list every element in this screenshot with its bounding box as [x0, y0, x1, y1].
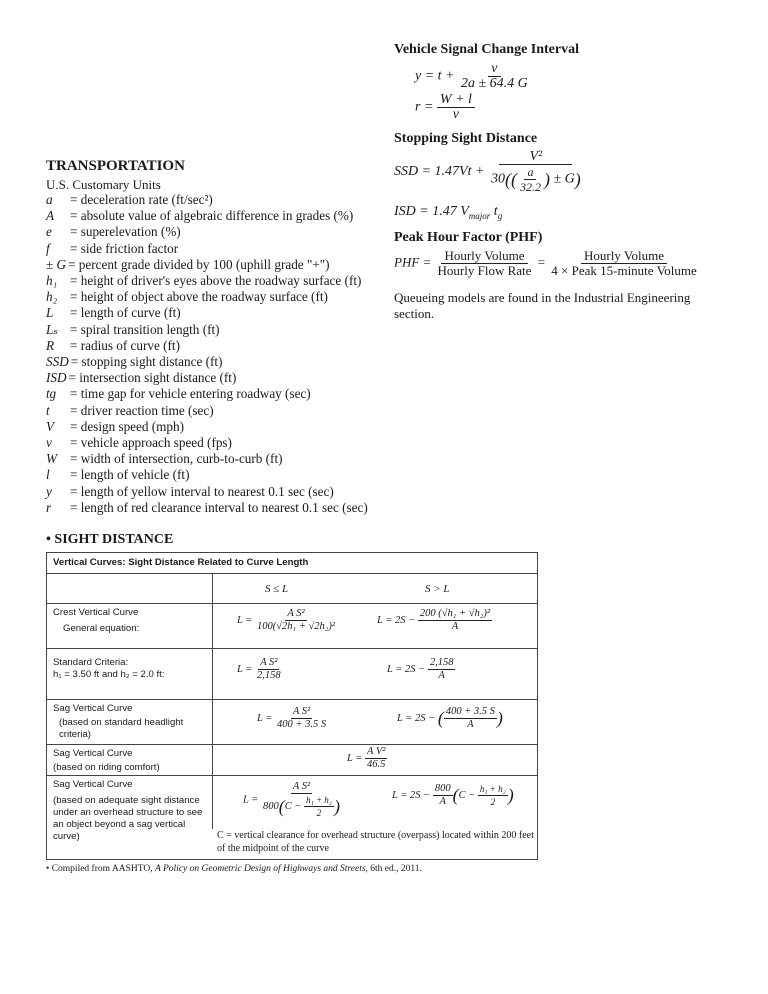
symbol-name: r [46, 499, 52, 515]
sag-headlight-long-eq: L = 2S − ( $\frac{400 + 3.5 S}{A}$ ) [397, 706, 503, 730]
symbol-name: L [46, 305, 54, 321]
symbol-row [46, 257, 330, 273]
queueing-note: Queueing models are found in the Industrial Engineering section. [394, 290, 691, 321]
row-sublabel: h₁ = 3.50 ft and h₂ = 2.0 ft: [53, 669, 165, 680]
symbol-name: A [46, 208, 55, 224]
source-footnote: • Compiled from AASHTO, A Policy on Geometric Design of Highways and Streets, 6th ed., 2011. [46, 864, 422, 874]
crest-general-long-eq: L = 2S − $\frac{\text{200 (√h₁ + √h₂)²}}{A}$ [377, 608, 491, 632]
symbol-row [46, 500, 368, 516]
symbol-definition: = length of yellow interval to nearest 0.1 sec (sec) [70, 483, 334, 499]
col-header-s-le-l: S ≤ L [265, 583, 289, 595]
row-label-crest-general: Crest Vertical Curve [53, 607, 139, 618]
sag-overhead-short-eq: L = A S² 800(C − $\frac{\text{h₁ + h₂}}{2}$ ) [243, 781, 340, 818]
phf-heading: Peak Hour Factor (PHF) [394, 230, 543, 245]
symbol-definition: = design speed (mph) [70, 418, 185, 434]
red-clearance-equation: r = $\frac{W + l}{v}$ [415, 93, 475, 122]
symbol-row [46, 419, 184, 435]
symbol-row [46, 208, 353, 224]
sight-distance-heading: • SIGHT DISTANCE [46, 532, 174, 547]
symbol-name: R [46, 337, 55, 353]
symbol-definition: = height of object above the roadway surface (ft) [70, 289, 328, 305]
row-sublabel: (based on adequate sight distance under an overhead structure to see an object beyond a sag vertical curve) [53, 795, 203, 842]
symbol-definition: = side friction factor [70, 240, 179, 256]
symbol-definition: = superelevation (%) [70, 224, 181, 240]
symbol-name: tɡ [46, 386, 57, 402]
symbol-name: V [46, 418, 55, 434]
symbol-definition: = length of red clearance interval to nearest 0.1 sec (sec) [70, 499, 368, 515]
symbol-row [46, 386, 311, 402]
symbol-row [46, 403, 214, 419]
symbol-name: a [46, 192, 53, 207]
sag-comfort-eq: L = $\frac{\text{A V²}}{46.5}$ [347, 746, 386, 770]
symbol-definition: = deceleration rate (ft/sec²) [70, 192, 213, 207]
symbol-name: Lₛ [46, 321, 58, 337]
table-title: Vertical Curves: Sight Distance Related to Curve Length [53, 557, 309, 568]
symbol-definition: = width of intersection, curb-to-curb (ft) [70, 451, 283, 467]
transportation-heading: TRANSPORTATION [46, 158, 185, 174]
stopping-sight-heading: Stopping Sight Distance [394, 131, 538, 146]
symbol-row [46, 484, 334, 500]
table-divider [47, 648, 537, 649]
symbol-definition: = spiral transition length (ft) [70, 321, 220, 337]
symbol-name: t [46, 402, 50, 418]
row-sublabel: (based on standard headlight criteria) [59, 717, 184, 740]
yellow-interval-equation: y = t + $\frac{v}{2a \pm 64.4 G}$ [415, 61, 528, 91]
crest-standard-long-eq: L = 2S − $\frac{2,158}{A}$ [387, 657, 454, 681]
row-label-standard: Standard Criteria: [53, 657, 129, 668]
symbol-row [46, 241, 178, 257]
sag-overhead-long-eq: L = 2S − $\frac{800}{A}$ (C − $\frac{\text{h₁ + h₂}}{2}$ ) [392, 783, 514, 807]
row-label-sag-comfort: Sag Vertical Curve [53, 748, 133, 759]
row-sublabel: (based on riding comfort) [53, 762, 160, 773]
symbol-name: ISD [46, 370, 67, 386]
symbol-definition: = percent grade divided by 100 (uphill grade "+") [68, 256, 330, 272]
symbol-row [46, 467, 190, 483]
symbol-definition: = length of vehicle (ft) [70, 467, 190, 483]
vertical-curves-table [46, 552, 538, 860]
crest-standard-short-eq: L = $\frac{\text{A S²}}{2,158}$ [237, 657, 281, 681]
units-label: U.S. Customary Units [46, 177, 161, 192]
symbol-row [46, 305, 181, 321]
symbol-name: h₂ [46, 289, 58, 305]
isd-equation: ISD = 1.47 $V_{major}$ $t_g$ [394, 204, 503, 221]
phf-equation: PHF = $\frac{\text{Hourly Volume}}{\text{Hourly Flow Rate}}$ = $\frac{\text{Hourly Volume}}{\text{4 × Peak 15-minute Volume}}$ [394, 248, 697, 278]
symbol-row [46, 354, 222, 370]
row-sublabel: General equation: [63, 623, 140, 634]
symbol-row [46, 273, 361, 289]
symbol-name: f [46, 240, 50, 256]
table-col-divider [212, 573, 213, 829]
table-divider [47, 775, 537, 776]
symbol-definition: = absolute value of algebraic difference in grades (%) [70, 208, 354, 224]
symbol-name: SSD [46, 354, 69, 369]
table-divider [47, 699, 537, 700]
crest-general-short-eq: L = $\frac{\text{A S²}}{\text{100(√2h₁ + √2h₂)²}}$ [237, 608, 336, 632]
symbol-name: l [46, 467, 50, 483]
table-divider [47, 744, 537, 745]
symbol-row [46, 322, 220, 338]
symbol-row [46, 435, 232, 451]
symbol-name: y [46, 483, 52, 499]
clearance-note: C = vertical clearance for overhead structure (overpass) located within 200 feet of the midpoint of the curve [217, 830, 534, 854]
symbol-name: e [46, 224, 52, 240]
table-divider [47, 603, 537, 604]
vehicle-signal-heading: Vehicle Signal Change Interval [394, 42, 579, 57]
symbol-name: W [46, 451, 57, 467]
symbol-row [46, 338, 180, 354]
row-label-sag-headlight: Sag Vertical Curve [53, 703, 133, 714]
symbol-definition: = stopping sight distance (ft) [70, 354, 223, 369]
sag-headlight-short-eq: L = $\frac{\text{A S²}}{400 + 3.5 S}$ [257, 706, 327, 730]
symbol-definition: = driver reaction time (sec) [70, 402, 214, 418]
symbol-definition: = intersection sight distance (ft) [68, 370, 237, 386]
symbol-name: h₁ [46, 273, 58, 288]
symbol-row [46, 192, 213, 208]
symbol-definition: = height of driver's eyes above the roadway surface (ft) [70, 273, 362, 288]
table-divider [47, 573, 537, 574]
row-label-sag-overhead: Sag Vertical Curve [53, 779, 133, 790]
symbol-row [46, 224, 181, 240]
symbol-definition: = length of curve (ft) [70, 305, 181, 321]
symbol-definition: = time gap for vehicle entering roadway (sec) [70, 386, 311, 402]
symbol-name: v [46, 435, 52, 450]
ssd-equation: SSD = 1.47Vt + V² 30(( $\frac{a}{32.2}$ ) ± G) [394, 149, 581, 194]
symbol-row [46, 289, 328, 305]
symbol-row [46, 451, 283, 467]
symbol-row [46, 370, 236, 386]
col-header-s-gt-l: S > L [425, 583, 450, 595]
symbol-definition: = radius of curve (ft) [70, 337, 180, 353]
symbol-definition: = vehicle approach speed (fps) [70, 435, 232, 450]
symbol-name: ± G [46, 256, 67, 272]
